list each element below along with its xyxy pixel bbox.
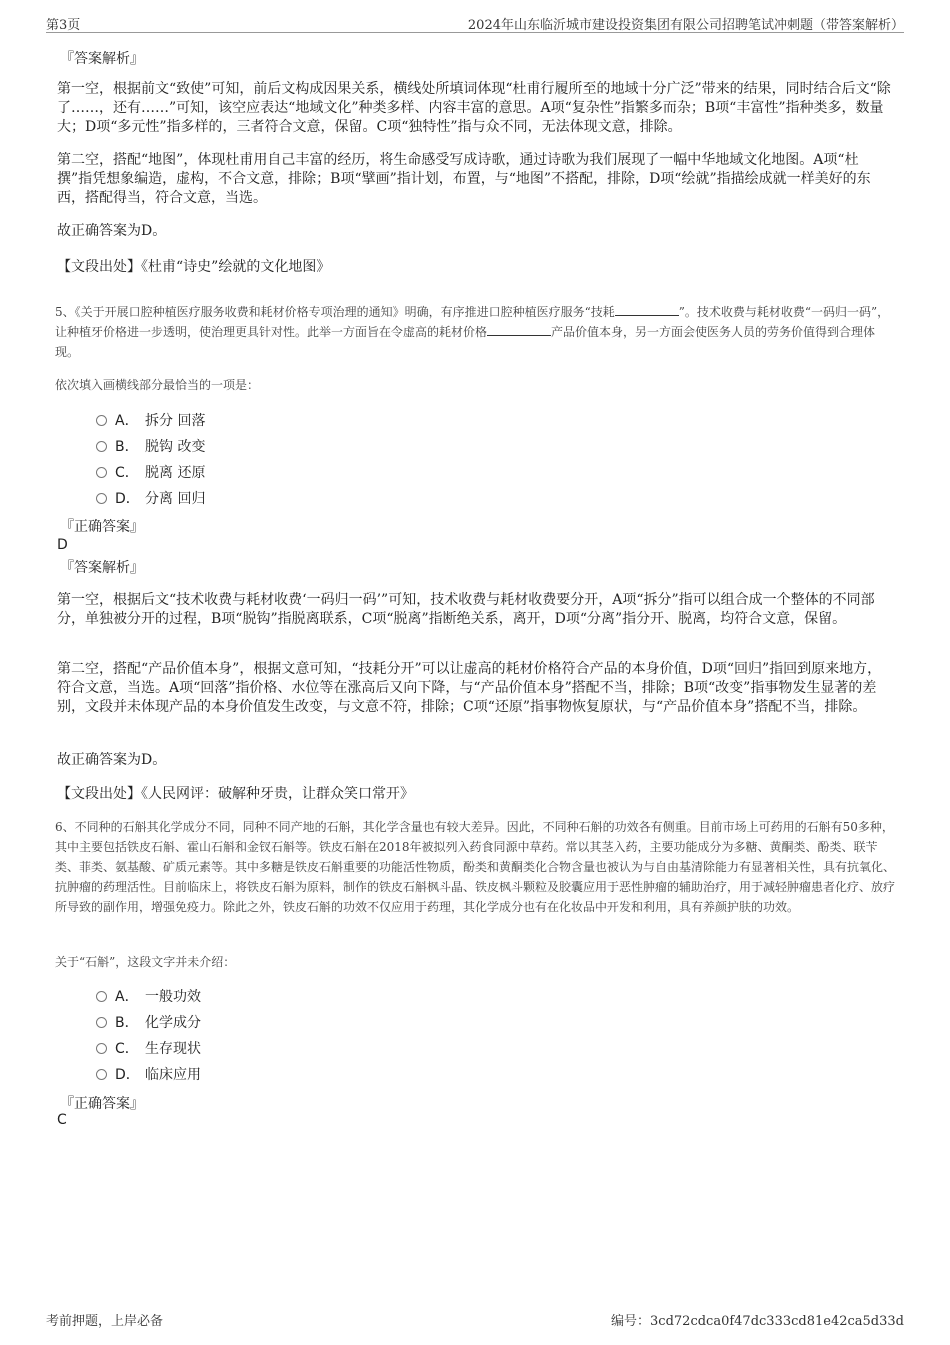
radio-button[interactable] bbox=[96, 1069, 107, 1080]
correct-answer-label: 『正确答案』 bbox=[60, 1096, 144, 1112]
radio-button[interactable] bbox=[96, 467, 107, 478]
source-citation: 【文段出处】《杜甫“诗史”绘就的文化地图》 bbox=[57, 259, 331, 275]
radio-button[interactable] bbox=[96, 441, 107, 452]
analysis-label: 『答案解析』 bbox=[60, 560, 144, 576]
option-a[interactable]: A． 拆分 回落 bbox=[96, 410, 396, 432]
radio-button[interactable] bbox=[96, 493, 107, 504]
option-b[interactable]: B． 化学成分 bbox=[96, 1012, 396, 1034]
radio-button[interactable] bbox=[96, 991, 107, 1002]
question-prompt: 关于“石斛”，这段文字并未介绍： bbox=[55, 955, 236, 969]
document-title: 2024年山东临沂城市建设投资集团有限公司招聘笔试冲刺题（带答案解析） bbox=[467, 18, 904, 33]
fill-blank bbox=[615, 303, 679, 316]
correct-answer: D bbox=[57, 537, 68, 553]
option-b[interactable]: B． 脱钩 改变 bbox=[96, 436, 396, 458]
page-number: 第3页 bbox=[46, 18, 81, 33]
question-text: 产品价值本身，另一方面会使医务人员的劳务价值得到合理体现。 bbox=[55, 325, 876, 359]
question-text: 5、《关于开展口腔种植医疗服务收费和耗材价格专项治理的通知》明确，有序推进口腔种植医疗服务“技耗 bbox=[55, 305, 615, 319]
analysis-paragraph: 第一空，根据后文“技术收费与耗材收费‘一码归一码’”可知，技术收费与耗材收费要分开，A项“拆分”指可以组合成一个整体的不同部分，单独被分开的过程，B项“脱钩”指脱离联系，C项“脱离”指断绝关系，离开，D项“分离”指分开、脱离，均符合文意，保留。 bbox=[57, 592, 875, 627]
analysis-label: 『答案解析』 bbox=[60, 51, 144, 67]
document-id: 编号：3cd72cdca0f47dc333cd81e42ca5d33d bbox=[611, 1314, 904, 1329]
question-6-stem: 6、不同种的石斛其化学成分不同，同种不同产地的石斛，其化学含量也有较大差异。因此，不同种石斛的功效各有侧重。目前市场上可药用的石斛有50多种，其中主要包括铁皮石斛、霍山石斛和金钗石斛等。铁皮石斛在2018年被拟列入药食同源中草药。常以其茎入药，主要功能成分为多糖、黄酮类、酚类、联苄类、菲类、氨基酸、矿质元素等。其中多糖是铁皮石斛重要的功能活性物质，酚类和黄酮类化合物含量也被认为与自由基清除能力有显著相关性，具有抗氧化、抗肿瘤的药理活性。目前临床上，将铁皮石斛为原料，制作的铁皮石斛枫斗晶、铁皮枫斗颗粒及胶囊应用于恶性肿瘤的辅助治疗，用于减轻肿瘤患者化疗、放疗所导致的副作用，增强免疫力。除此之外，铁皮石斛的功效不仅应用于药理，其化学成分也有在化妆品中开发和利用，具有养颜护肤的功效。 bbox=[55, 820, 896, 914]
question-prompt: 依次填入画横线部分最恰当的一项是： bbox=[55, 378, 260, 392]
footer-slogan: 考前押题，上岸必备 bbox=[46, 1314, 164, 1329]
source-citation: 【文段出处】《人民网评：破解种牙贵，让群众笑口常开》 bbox=[57, 786, 414, 802]
analysis-paragraph: 第一空，根据前文“致使”可知，前后文构成因果关系，横线处所填词体现“杜甫行履所至的地域十分广泛”带来的结果，同时结合后文“除了……，还有……”可知，该空应表达“地域文化”种类多样、内容丰富的意思。A项“复杂性”指繁多而杂；B项“丰富性”指种类多，数量大；D项“多元性”指多样的，三者符合文意，保留。C项“独特性”指与众不同，无法体现文意，排除。 bbox=[57, 81, 891, 135]
question-5-stem bbox=[55, 302, 895, 362]
correct-answer-label: 『正确答案』 bbox=[60, 519, 144, 535]
analysis-paragraph: 第二空，搭配“地图”，体现杜甫用自己丰富的经历，将生命感受写成诗歌，通过诗歌为我们展现了一幅中华地域文化地图。A项“杜撰”指凭想象编造，虚构，不合文意，排除；B项“擘画”指计划，布置，与“地图”不搭配，排除，D项“绘就”指描绘成就一样美好的东西，搭配得当，符合文意，当选。 bbox=[57, 152, 871, 206]
option-c[interactable]: C． 脱离 还原 bbox=[96, 462, 396, 484]
page-header bbox=[46, 12, 904, 33]
radio-button[interactable] bbox=[96, 1043, 107, 1054]
conclusion: 故正确答案为D。 bbox=[57, 223, 167, 239]
conclusion: 故正确答案为D。 bbox=[57, 752, 167, 768]
correct-answer: C bbox=[57, 1112, 67, 1128]
question-text: ”。技术收费与耗材收费“一码归一码”，让种植牙价格进一步透明，使治理更具针对性。此举一方面旨在令虚高的耗材价格 bbox=[55, 305, 890, 339]
option-c[interactable]: C． 生存现状 bbox=[96, 1038, 396, 1060]
option-a[interactable]: A． 一般功效 bbox=[96, 986, 396, 1008]
radio-button[interactable] bbox=[96, 1017, 107, 1028]
option-d[interactable]: D． 临床应用 bbox=[96, 1064, 396, 1086]
fill-blank bbox=[487, 323, 551, 336]
option-d[interactable]: D． 分离 回归 bbox=[96, 488, 396, 510]
radio-button[interactable] bbox=[96, 415, 107, 426]
analysis-paragraph: 第二空，搭配“产品价值本身”，根据文意可知，“技耗分开”可以让虚高的耗材价格符合产品的本身价值，D项“回归”指回到原来地方，符合文意，当选。A项“回落”指价格、水位等在涨高后又向下降，与“产品价值本身”搭配不当，排除；B项“改变”指事物发生显著的差别，文段并未体现产品的本身价值发生改变，与文意不符，排除；C项“还原”指事物恢复原状，与“产品价值本身”搭配不当，排除。 bbox=[57, 661, 882, 715]
